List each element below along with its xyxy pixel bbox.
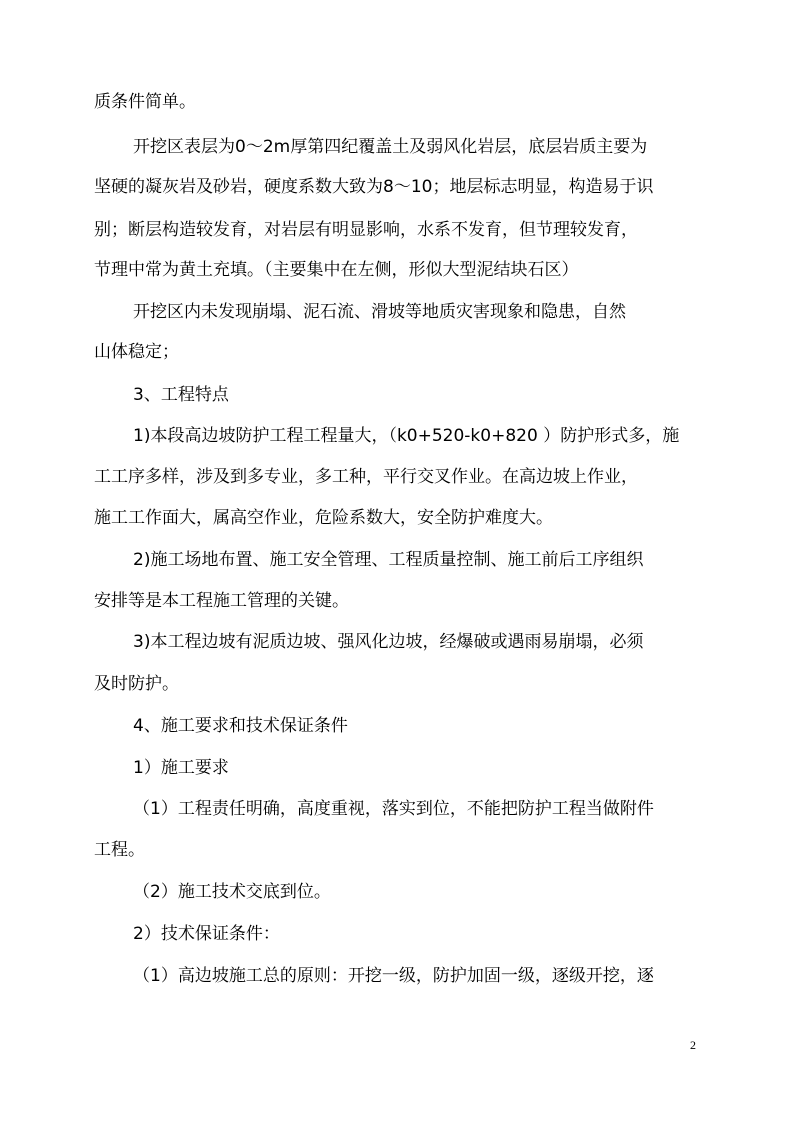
section-heading: 3、工程特点 bbox=[133, 385, 229, 405]
text-line: 1)本段高边坡防护工程工程量大，（k0+520-k0+820 ）防护形式多，施 bbox=[133, 426, 680, 446]
text-line: 质条件简单。 bbox=[94, 92, 196, 112]
text-line: 工工序多样，涉及到多专业，多工种，平行交叉作业。在高边坡上作业， bbox=[94, 467, 638, 487]
subsection-heading: 1）施工要求 bbox=[133, 758, 229, 778]
text-line: 3)本工程边坡有泥质边坡、强风化边坡，经爆破或遇雨易崩塌，必须 bbox=[133, 632, 644, 652]
page-number: 2 bbox=[690, 1038, 696, 1052]
text-line: 山体稳定； bbox=[94, 342, 179, 362]
text-line: 施工工作面大，属高空作业，危险系数大，安全防护难度大。 bbox=[94, 508, 553, 528]
text-line: 安排等是本工程施工管理的关键。 bbox=[94, 591, 349, 611]
subsection-heading: 2）技术保证条件： bbox=[133, 924, 280, 944]
text-line: 及时防护。 bbox=[94, 674, 179, 694]
text-line: （1）工程责任明确，高度重视，落实到位，不能把防护工程当做附件 bbox=[133, 799, 654, 819]
text-line: （1）高边坡施工总的原则：开挖一级，防护加固一级，逐级开挖，逐 bbox=[133, 966, 654, 986]
section-heading: 4、施工要求和技术保证条件 bbox=[133, 716, 348, 736]
text-line: 开挖区内未发现崩塌、泥石流、滑坡等地质灾害现象和隐患，自然 bbox=[133, 302, 626, 322]
text-line: （2）施工技术交底到位。 bbox=[133, 882, 331, 902]
text-line: 工程。 bbox=[94, 840, 145, 860]
text-line: 2)施工场地布置、施工安全管理、工程质量控制、施工前后工序组织 bbox=[133, 550, 644, 570]
text-line: 别；断层构造较发育，对岩层有明显影响，水系不发育，但节理较发育， bbox=[94, 220, 638, 240]
text-line: 节理中常为黄土充填。（主要集中在左侧，形似大型泥结块石区） bbox=[94, 260, 579, 280]
text-line: 坚硬的凝灰岩及砂岩，硬度系数大致为8～10；地层标志明显，构造易于识 bbox=[94, 177, 654, 197]
text-line: 开挖区表层为0～2m厚第四纪覆盖土及弱风化岩层，底层岩质主要为 bbox=[133, 137, 648, 157]
